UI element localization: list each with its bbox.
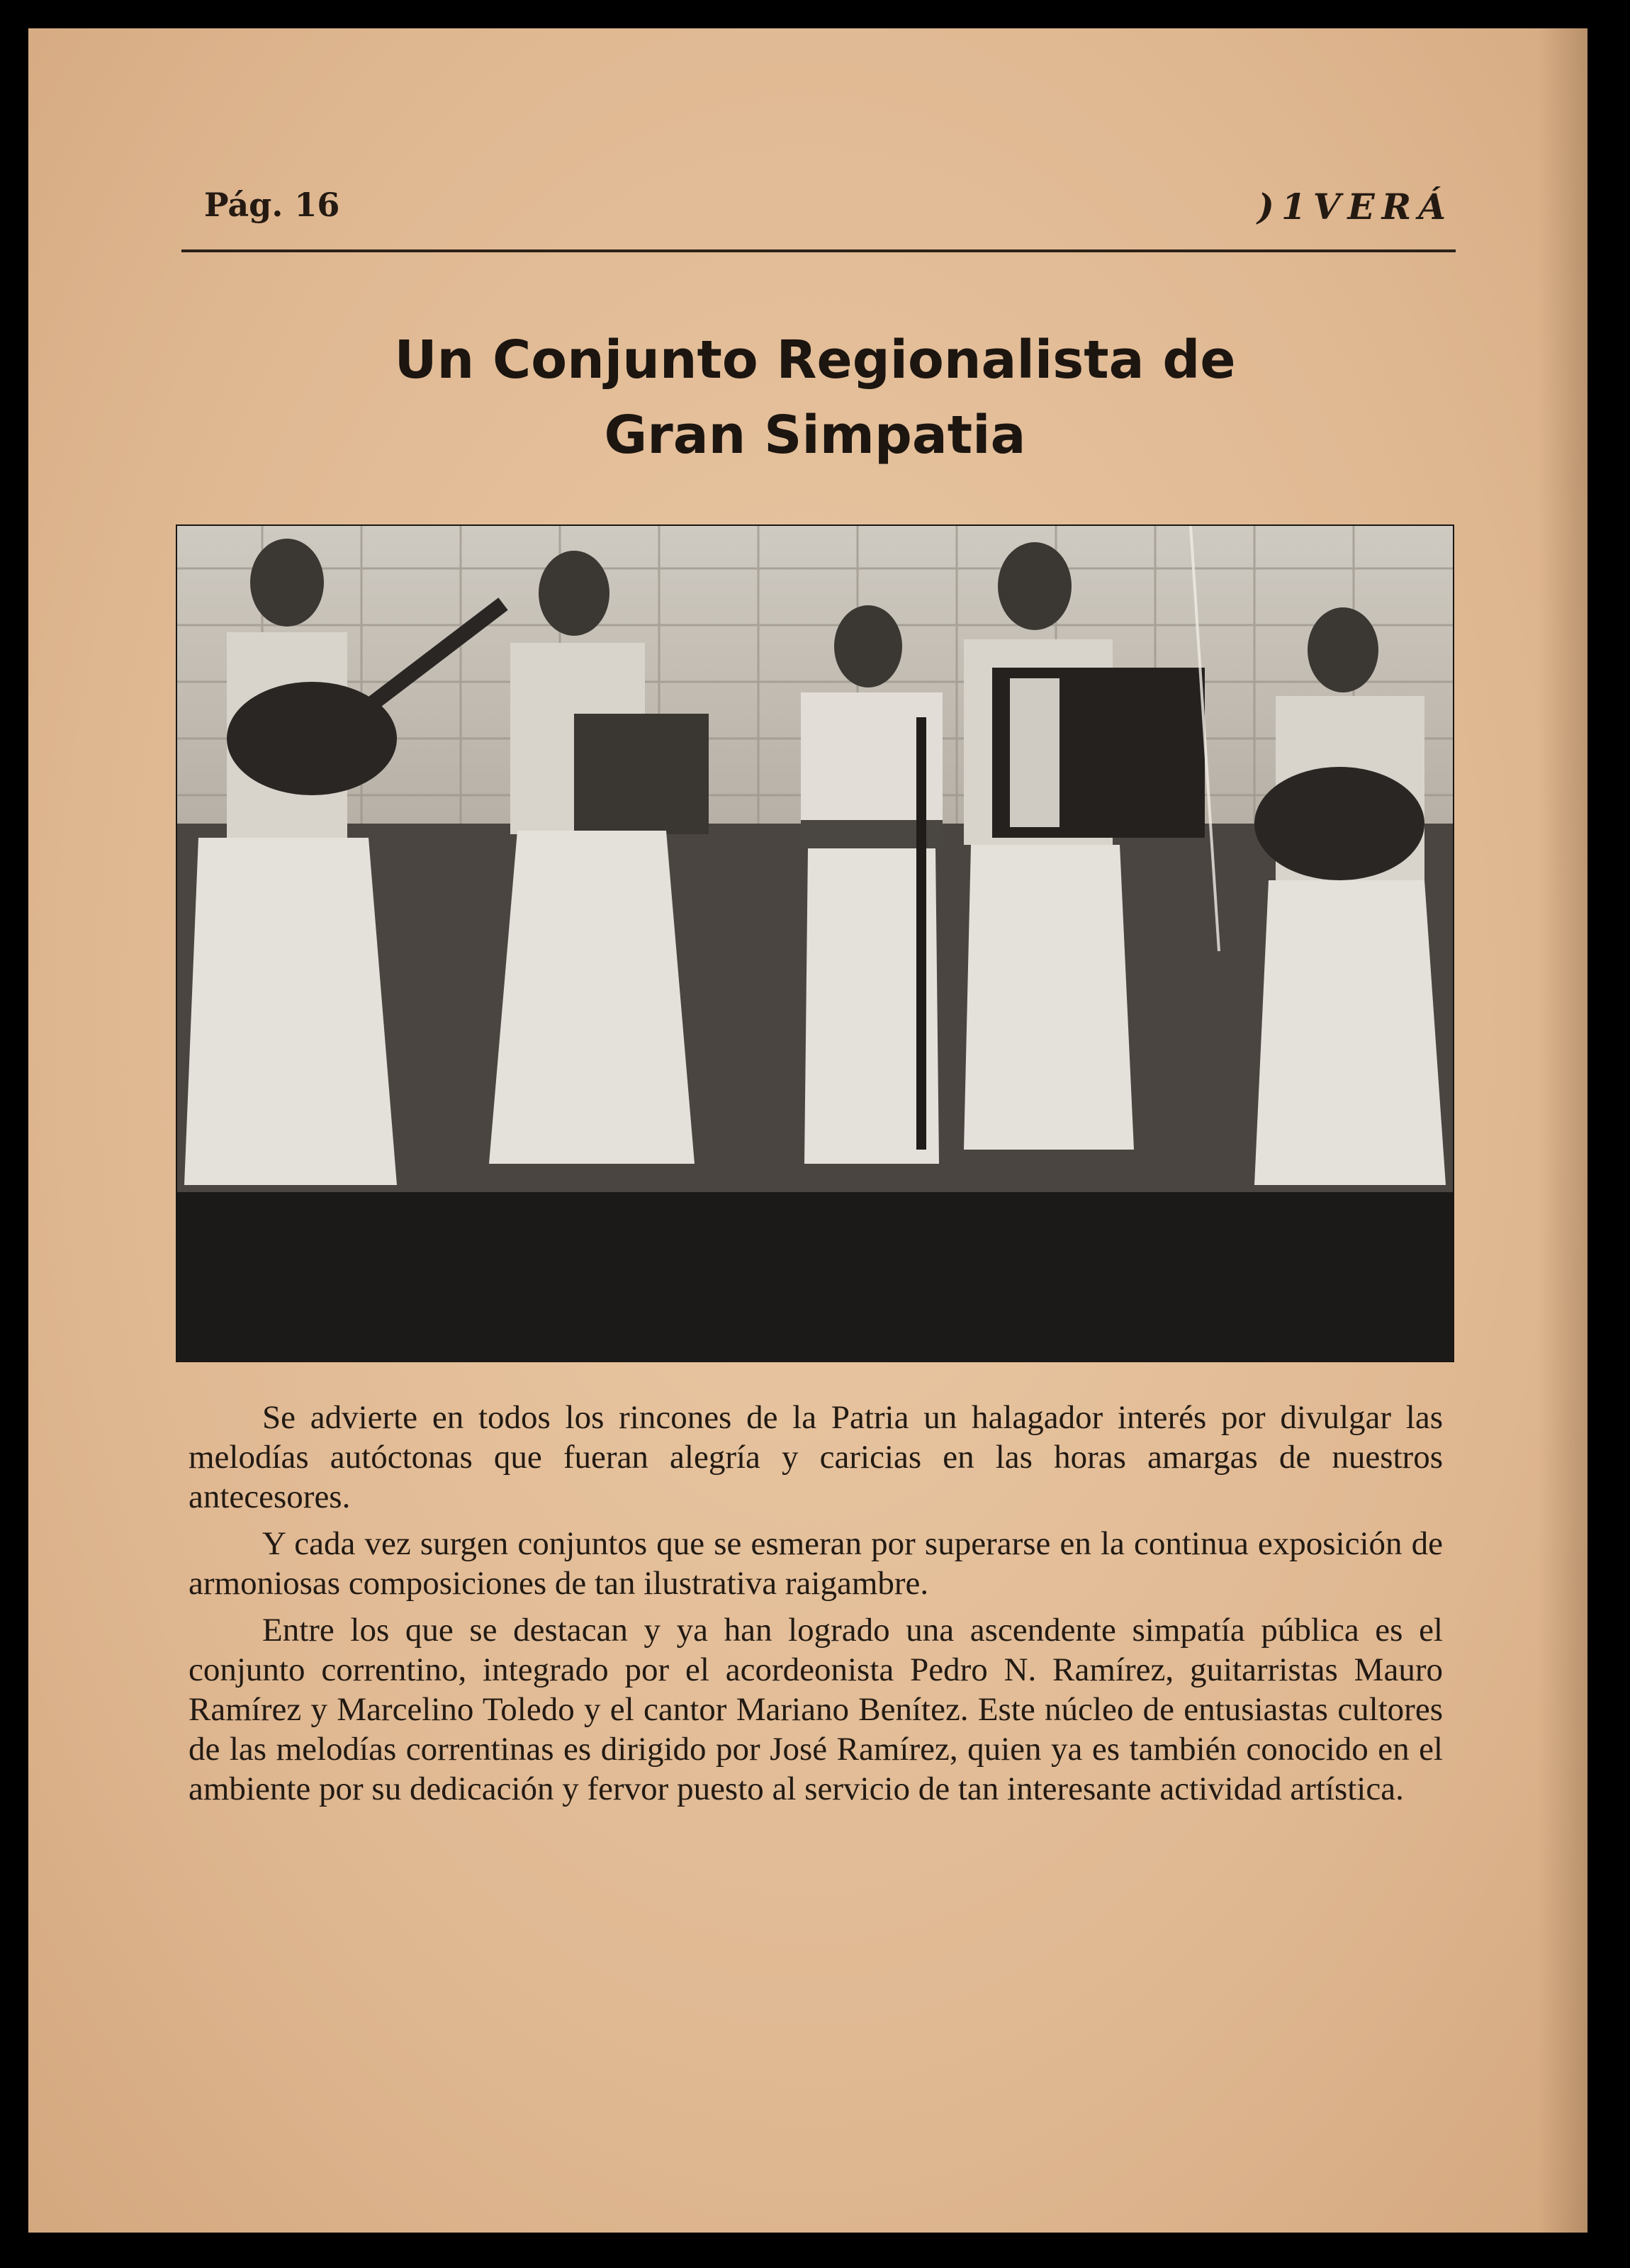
article-title	[213, 322, 1417, 473]
article-paragraph-1: Se advierte en todos los rincones de la Patria un halagador interés por divulgar las melodías autóctonas que fueran alegría y caricias en las horas amargas de nuestros antecesores.	[189, 1399, 1443, 1515]
article-title-line-1: Un Conjunto Regionalista de	[394, 330, 1236, 391]
article-title-line-2: Gran Simpatia	[604, 405, 1026, 466]
magazine-title: )1VERÁ	[1257, 186, 1453, 228]
page-header	[177, 186, 1453, 228]
article-body	[189, 1398, 1443, 1816]
article-paragraph-2: Y cada vez surgen conjuntos que se esmeran por superarse en la continua exposición de armoniosas composiciones de tan ilustrativa raigambre.	[189, 1525, 1443, 1602]
group-photo-illustration	[177, 526, 1453, 1361]
page-number: Pág. 16	[204, 186, 340, 224]
article-paragraph-3: Entre los que se destacan y ya han logrado una ascendente simpatía pública es el conjunto correntino, integrado por el acordeonista Pedro N. Ramírez, guitarristas Mauro Ramírez y Marcelino Toledo y el cantor Mariano Benítez. Este núcleo de entusiastas cultores de las melodías correntinas es dirigido por José Ramírez, quien ya es también conocido en el ambiente por su dedicación y fervor puesto al servicio de tan interesante actividad artística.	[189, 1612, 1443, 1807]
page-edge-shadow	[1538, 28, 1587, 2233]
group-photo	[176, 524, 1454, 1362]
header-rule	[181, 249, 1456, 252]
